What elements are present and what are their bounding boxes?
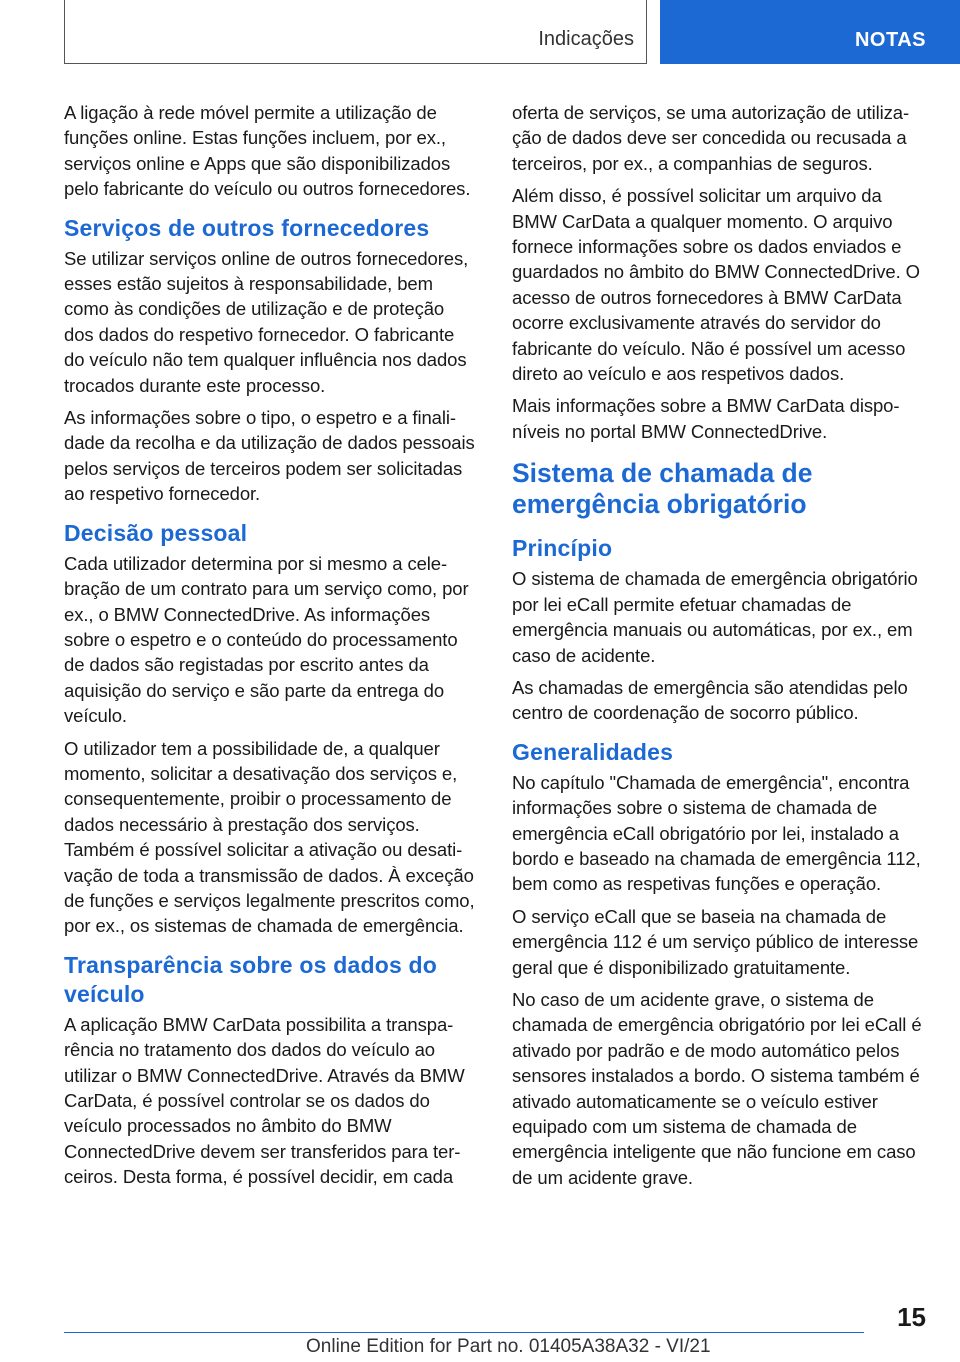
right-column	[512, 100, 926, 1197]
paragraph: O utilizador tem a possibilidade de, a qualquer momento, solicitar a desativação dos serviços e, consequentemente, proibir o processamento de dados necessário à prestação dos serviços. Também é possível solicitar a ativação ou desativação de toda a transmissão de dados. À exceção de funções e serviços legalmente prescritos como, por ex., os sistemas de chamada de emergência.	[64, 737, 475, 937]
paragraph: No capítulo "Chamada de emergência", encontra informações sobre o sistema de chamada de emergência eCall obrigatório por lei, instalado a bordo e baseado na chamada de emergência 112, bem como as respetivas funções e operação.	[512, 771, 921, 895]
section-heading: Decisão pessoal	[64, 519, 248, 546]
paragraph: A aplicação BMW CarData possibilita a transparência no tratamento dos dados do veículo ao utilizar o BMW ConnectedDrive. Através da BMW CarData, é possível controlar se os dados do veículo processados no âmbito do BMW ConnectedDrive devem ser transferidos para terceiros. Desta forma, é possível decidir, em cada	[64, 1013, 465, 1188]
paragraph: Mais informações sobre a BMW CarData disponíveis no portal BMW ConnectedDrive.	[512, 395, 900, 442]
paragraph: Cada utilizador determina por si mesmo a celebração de um contrato para um serviço como, por ex., o BMW ConnectedDrive. As informações sobre o espetro e o conteúdo do processamento de dados são registadas por escrito antes da aquisição do serviço e são parte da entrega do veículo.	[64, 552, 469, 727]
paragraph: A ligação à rede móvel permite a utilização de funções online. Estas funções incluem, por ex., serviços online e Apps que são disponibilizados pelo fabricante do veículo ou outros fornecedores.	[64, 102, 471, 200]
page-number: 15	[897, 1302, 926, 1332]
paragraph: No caso de um acidente grave, o sistema de chamada de emergência obrigatório por lei eCall é ativado por padrão e de modo automático pelos sensores instalados a bordo. O sistema também é ativado automaticamente se o veículo estiver equipado com um sistema de chamada de emergência inteligente que não funcione em caso de um acidente grave.	[512, 988, 922, 1188]
left-column	[64, 100, 478, 1197]
paragraph: As informações sobre o tipo, o espetro e a finalidade da recolha e da utilização de dados pessoais pelos serviços de terceiros podem ser solicitadas ao respetivo fornecedor.	[64, 407, 475, 505]
section-heading: Princípio	[512, 535, 613, 562]
section-heading: Generalidades	[512, 738, 674, 765]
paragraph: Se utilizar serviços online de outros fornecedores, esses estão sujeitos à responsabilidade, bem como às condições de utilização e de proteção dos dados do respetivo fornecedor. O fabricante do veículo não tem qualquer influência nos dados trocados durante este processo.	[64, 247, 469, 396]
section-heading: Serviços de outros fornecedores	[64, 214, 430, 241]
chapter-heading: Sistema de chamada de emergência obrigatório	[512, 458, 813, 520]
paragraph: O serviço eCall que se baseia na chamada de emergência 112 é um serviço público de interesse geral que é disponibilizado gratuitamente.	[512, 905, 919, 978]
footer-edition-text: Online Edition for Part no. 01405A38A32 - VI/21	[306, 1336, 711, 1357]
header-tab-notas[interactable]: NOTAS	[660, 0, 960, 64]
footer-divider	[64, 1332, 864, 1333]
paragraph: As chamadas de emergência são atendidas pelo centro de coordenação de socorro público.	[512, 676, 908, 724]
paragraph: Além disso, é possível solicitar um arquivo da BMW CarData a qualquer momento. O arquivo fornece informações sobre os dados enviados e guardados no âmbito do BMW ConnectedDrive. O acesso de outros fornecedores à BMW CarData ocorre exclusivamente através do servidor do fabricante do veículo. Não é possível um acesso direto ao veículo e aos respetivos dados.	[512, 185, 920, 385]
section-heading: Transparência sobre os dados do veículo	[64, 951, 438, 1007]
header-section-title: Indicações	[538, 28, 634, 50]
paragraph: O sistema de chamada de emergência obrigatório por lei eCall permite efetuar chamadas de emergência manuais ou automáticas, por ex., em caso de acidente.	[512, 568, 918, 666]
paragraph: oferta de serviços, se uma autorização de utilização de dados deve ser concedida ou recusada a terceiros, por ex., a companhias de seguros.	[512, 102, 910, 174]
